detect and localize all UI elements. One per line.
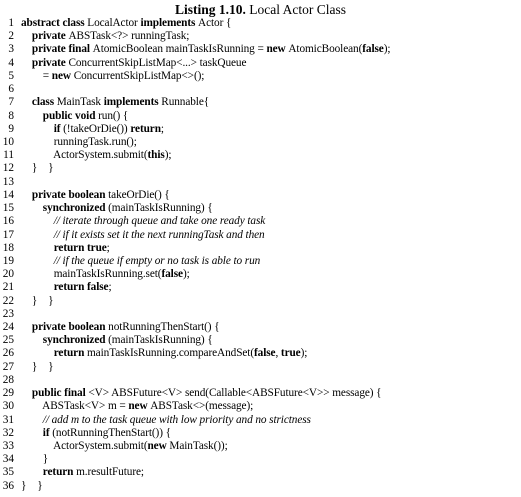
code-keyword: public void bbox=[42, 109, 99, 122]
caption-label: Listing 1.10. bbox=[175, 2, 246, 17]
code-text bbox=[21, 453, 48, 466]
code-text bbox=[21, 162, 53, 175]
code-keyword: false bbox=[161, 268, 183, 281]
code-token: ); bbox=[182, 268, 190, 281]
code-keyword: new bbox=[128, 400, 151, 413]
code-token: ); bbox=[383, 43, 391, 56]
code-token bbox=[21, 123, 54, 135]
listing-caption bbox=[0, 2, 521, 18]
code-token bbox=[21, 242, 54, 254]
line-number: 10 bbox=[2, 135, 14, 148]
line-number: 26 bbox=[2, 347, 14, 360]
code-text bbox=[21, 189, 170, 202]
code-line bbox=[0, 400, 521, 413]
code-line bbox=[0, 149, 521, 162]
line-number: 15 bbox=[2, 202, 14, 215]
line-number: 17 bbox=[2, 228, 14, 241]
code-line bbox=[0, 136, 521, 149]
code-token bbox=[21, 427, 43, 439]
code-token bbox=[21, 57, 32, 69]
line-number: 12 bbox=[2, 162, 14, 175]
code-token bbox=[21, 30, 32, 42]
code-token bbox=[21, 255, 54, 267]
line-number: 32 bbox=[2, 426, 14, 439]
code-line bbox=[0, 189, 521, 202]
code-token: ); bbox=[164, 149, 172, 162]
code-keyword: synchronized bbox=[42, 334, 109, 347]
code-line bbox=[0, 321, 521, 334]
code-line bbox=[0, 242, 521, 255]
code-token bbox=[21, 281, 54, 293]
code-token: (notRunningThenStart()) { bbox=[52, 426, 171, 439]
code-token bbox=[21, 43, 32, 55]
code-text bbox=[21, 400, 253, 413]
code-line bbox=[0, 334, 521, 347]
code-line bbox=[0, 453, 521, 466]
code-line bbox=[0, 308, 521, 321]
code-token: ActorSystem.submit( bbox=[21, 149, 148, 162]
code-keyword: private boolean bbox=[31, 188, 109, 201]
line-number: 35 bbox=[2, 466, 14, 479]
line-number: 8 bbox=[8, 109, 14, 122]
code-token: notRunningThenStart() { bbox=[108, 321, 220, 334]
code-line bbox=[0, 295, 521, 308]
code-token: (mainTaskIsRunning) { bbox=[108, 334, 213, 347]
line-number: 30 bbox=[2, 400, 14, 413]
line-number: 16 bbox=[2, 215, 14, 228]
code-text bbox=[21, 17, 231, 30]
line-number: 9 bbox=[8, 122, 14, 135]
code-token: MainTask()); bbox=[169, 440, 228, 452]
code-keyword: private bbox=[31, 30, 69, 43]
code-text bbox=[21, 466, 144, 479]
code-token: } bbox=[21, 453, 49, 466]
code-token: (!takeOrDie()) bbox=[63, 122, 131, 135]
code-text bbox=[21, 295, 53, 308]
code-token bbox=[21, 229, 54, 241]
code-token bbox=[21, 347, 54, 359]
line-number: 36 bbox=[2, 479, 14, 492]
code-text bbox=[21, 43, 390, 56]
code-token: run() { bbox=[98, 109, 129, 122]
code-token: , bbox=[275, 347, 281, 360]
code-token: AtomicBoolean( bbox=[288, 43, 363, 56]
code-line bbox=[0, 427, 521, 440]
code-token: <V> ABSFuture<V> send(Callable<ABSFuture<V>> message) { bbox=[88, 387, 382, 400]
code-token bbox=[21, 321, 32, 333]
code-token: = bbox=[21, 69, 52, 82]
code-keyword: this bbox=[147, 149, 165, 162]
code-token: ConcurrentSkipListMap<>(); bbox=[73, 69, 205, 82]
code-token: ABSTask<V> m = bbox=[21, 400, 129, 413]
code-line bbox=[0, 30, 521, 43]
code-text bbox=[21, 334, 213, 347]
line-number: 3 bbox=[8, 43, 14, 56]
code-line bbox=[0, 162, 521, 175]
line-number: 19 bbox=[2, 254, 14, 267]
code-token bbox=[21, 110, 43, 122]
code-comment: // iterate through queue and take one ready task bbox=[53, 215, 266, 228]
line-number: 29 bbox=[2, 387, 14, 400]
code-listing bbox=[0, 17, 521, 493]
code-token: Actor { bbox=[198, 17, 232, 29]
line-number: 27 bbox=[2, 360, 14, 373]
code-keyword: private final bbox=[31, 43, 93, 56]
code-keyword: new bbox=[51, 69, 74, 82]
code-token: } } bbox=[21, 162, 54, 175]
code-text bbox=[21, 387, 382, 400]
code-text bbox=[21, 321, 220, 334]
code-text bbox=[21, 268, 190, 281]
code-text bbox=[21, 440, 228, 453]
code-line bbox=[0, 255, 521, 268]
caption-title: Local Actor Class bbox=[249, 2, 346, 17]
line-number: 14 bbox=[2, 188, 14, 201]
code-keyword: implements bbox=[103, 96, 162, 109]
code-text bbox=[21, 57, 246, 70]
code-line bbox=[0, 268, 521, 281]
code-text bbox=[21, 255, 260, 268]
code-keyword: if bbox=[42, 426, 53, 439]
code-keyword: return bbox=[53, 347, 87, 360]
code-token: } } bbox=[21, 479, 43, 492]
code-text bbox=[21, 347, 307, 360]
code-keyword: true bbox=[280, 347, 301, 360]
code-line bbox=[0, 17, 521, 30]
code-line bbox=[0, 57, 521, 70]
code-token bbox=[21, 387, 32, 399]
code-text bbox=[21, 136, 137, 149]
code-line bbox=[0, 70, 521, 83]
code-keyword: public final bbox=[31, 387, 89, 400]
line-number: 7 bbox=[8, 96, 14, 109]
code-text bbox=[21, 427, 171, 440]
line-number: 18 bbox=[2, 241, 14, 254]
code-line bbox=[0, 202, 521, 215]
code-text bbox=[21, 361, 53, 374]
code-token bbox=[21, 202, 43, 214]
code-token bbox=[21, 414, 43, 426]
line-number: 21 bbox=[2, 281, 14, 294]
code-token: ; bbox=[160, 122, 164, 135]
code-keyword: return true bbox=[53, 241, 107, 254]
line-number: 13 bbox=[2, 175, 14, 188]
code-line bbox=[0, 83, 521, 96]
line-number: 23 bbox=[2, 307, 14, 320]
code-text bbox=[21, 480, 43, 493]
code-token: mainTaskIsRunning.compareAndSet( bbox=[87, 347, 254, 360]
code-comment: // add m to the task queue with low priority and no strictness bbox=[42, 413, 311, 426]
code-token bbox=[21, 466, 43, 478]
line-number: 28 bbox=[2, 373, 14, 386]
code-line bbox=[0, 229, 521, 242]
code-line bbox=[0, 176, 521, 189]
code-text bbox=[21, 202, 213, 215]
line-number: 25 bbox=[2, 334, 14, 347]
code-line bbox=[0, 466, 521, 479]
code-line bbox=[0, 361, 521, 374]
line-number: 24 bbox=[2, 321, 14, 334]
code-keyword: abstract class bbox=[21, 17, 88, 29]
code-keyword: private bbox=[31, 56, 69, 69]
code-text bbox=[21, 414, 311, 427]
code-line bbox=[0, 215, 521, 228]
code-text bbox=[21, 110, 128, 123]
code-keyword: false bbox=[254, 347, 276, 360]
line-number: 1 bbox=[8, 17, 14, 29]
code-token: AtomicBoolean mainTaskIsRunning = bbox=[92, 43, 267, 56]
code-token: ; bbox=[108, 281, 112, 294]
code-text bbox=[21, 70, 204, 83]
code-text bbox=[21, 229, 265, 242]
code-token: ABSTask<>(message); bbox=[150, 400, 254, 413]
code-line bbox=[0, 387, 521, 400]
line-number: 4 bbox=[8, 56, 14, 69]
code-line bbox=[0, 347, 521, 360]
code-keyword: new bbox=[147, 440, 170, 452]
code-text bbox=[21, 242, 110, 255]
code-text bbox=[21, 281, 112, 294]
code-keyword: return bbox=[130, 122, 161, 135]
code-keyword: new bbox=[266, 43, 289, 56]
code-line bbox=[0, 440, 521, 453]
code-text bbox=[21, 149, 171, 162]
code-keyword: synchronized bbox=[42, 202, 109, 215]
code-token: ActorSystem.submit( bbox=[21, 440, 148, 452]
line-number: 5 bbox=[8, 69, 14, 82]
code-token bbox=[21, 96, 32, 108]
code-line bbox=[0, 123, 521, 136]
line-number: 20 bbox=[2, 268, 14, 281]
code-keyword: return bbox=[42, 466, 77, 479]
code-keyword: if bbox=[53, 122, 64, 135]
code-token bbox=[21, 215, 54, 227]
code-token: ); bbox=[300, 347, 308, 360]
line-number: 11 bbox=[3, 149, 14, 162]
code-comment: // if the queue if empty or no task is able to run bbox=[53, 254, 261, 267]
code-text bbox=[21, 215, 265, 228]
code-token: } } bbox=[21, 360, 54, 373]
line-number: 22 bbox=[2, 294, 14, 307]
code-token: LocalActor bbox=[87, 17, 141, 29]
code-comment: // if it exists set it the next runningTask and then bbox=[53, 228, 265, 241]
code-text bbox=[21, 96, 209, 109]
code-keyword: false bbox=[362, 43, 384, 56]
code-keyword: class bbox=[31, 96, 57, 109]
code-token: MainTask bbox=[56, 96, 104, 109]
code-token: ABSTask<?> runningTask; bbox=[68, 30, 190, 43]
line-number: 31 bbox=[2, 413, 14, 426]
code-text bbox=[21, 123, 164, 136]
code-keyword: return false bbox=[53, 281, 109, 294]
code-token: ; bbox=[106, 241, 110, 254]
code-token: runningTask.run(); bbox=[21, 135, 137, 148]
line-number: 34 bbox=[2, 453, 14, 466]
code-line bbox=[0, 414, 521, 427]
code-token: Runnable{ bbox=[161, 96, 210, 109]
code-line bbox=[0, 374, 521, 387]
code-token bbox=[21, 189, 32, 201]
code-keyword: private boolean bbox=[31, 321, 109, 334]
code-token: m.resultFuture; bbox=[76, 466, 144, 479]
code-token: (mainTaskIsRunning) { bbox=[108, 202, 213, 215]
code-token: } } bbox=[21, 294, 54, 307]
code-token: ConcurrentSkipListMap<...> taskQueue bbox=[68, 56, 247, 69]
code-token: takeOrDie() { bbox=[108, 188, 170, 201]
code-keyword: implements bbox=[140, 17, 199, 29]
line-number: 6 bbox=[8, 83, 14, 96]
code-line bbox=[0, 96, 521, 109]
line-number: 33 bbox=[2, 440, 14, 452]
code-line bbox=[0, 110, 521, 123]
code-token bbox=[21, 334, 43, 346]
code-line bbox=[0, 480, 521, 493]
code-text bbox=[21, 30, 189, 43]
code-line bbox=[0, 281, 521, 294]
code-line bbox=[0, 43, 521, 56]
code-token: mainTaskIsRunning.set( bbox=[21, 268, 162, 281]
line-number: 2 bbox=[8, 30, 14, 43]
